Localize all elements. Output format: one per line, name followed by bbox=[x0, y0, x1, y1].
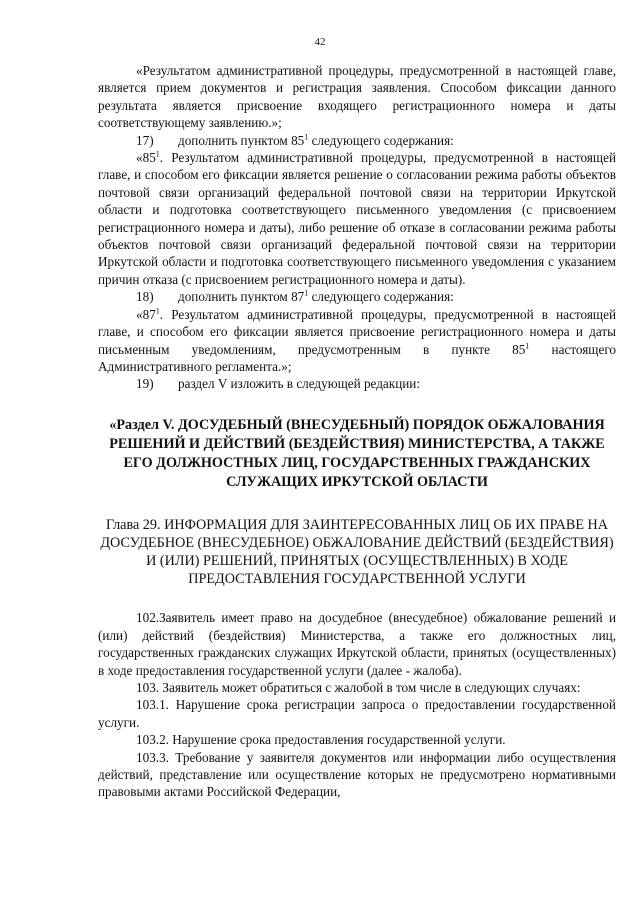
section-title: «Раздел V. ДОСУДЕБНЫЙ (ВНЕСУДЕБНЫЙ) ПОРЯДОК ОБЖАЛОВАНИЯ РЕШЕНИЙ И ДЕЙСТВИЙ (БЕЗДЕЙСТВИЯ) МИНИСТЕРСТВА, А ТАКЖЕ ЕГО ДОЛЖНОСТНЫХ ЛИЦ, ГОСУДАРСТВЕННЫХ ГРАЖДАНСКИХ СЛУЖАЩИХ ИРКУТСКОЙ ОБЛАСТИ bbox=[109, 416, 605, 491]
paragraph-result-quote: «Результатом административной процедуры, предусмотренной в настоящей главе, является прием документов и регистрация заявления. Способом фиксации данного результата является присвоение входящего регистрационного номера и даты соответствующему заявлению.»; bbox=[98, 63, 616, 131]
list-item-18 bbox=[98, 288, 616, 305]
page-number: 42 bbox=[314, 36, 326, 48]
paragraph-87-1: «$87^1$. Результатом административной процедуры, предусмотренной в настоящей главе, и способом его фиксации является присвоение регистрационного номера и даты письменным уведомлениям, предусмотренным в пункте $85^1$ настоящего Административного регламента.»; bbox=[98, 306, 616, 374]
paragraph-103-3: 103.3. Требование у заявителя документов или информации либо осуществления действий, представление или осуществление которых не предусмотрено нормативными правовыми актами Российской Федерации, bbox=[98, 749, 616, 800]
document-body bbox=[98, 62, 616, 801]
item-text: дополнить пунктом $85^1$ следующего содержания: bbox=[178, 132, 454, 148]
paragraph-103: 103. Заявитель может обратиться с жалобой в том числе в следующих случаях: bbox=[136, 679, 581, 695]
list-item-17 bbox=[98, 132, 616, 149]
item-text: раздел V изложить в следующей редакции: bbox=[178, 376, 421, 392]
item-number: 17) bbox=[136, 132, 154, 148]
paragraph-102: 102.Заявитель имеет право на досудебное (внесудебное) обжалование решений и (или) действий (бездействия) Министерства, а также его должностных лиц, государственных гражданских служащих Иркутской области, принятых (осуществленных) в ходе предоставления государственной услуги (далее - жалоба). bbox=[98, 610, 616, 678]
paragraph-103-1: 103.1. Нарушение срока регистрации запроса о предоставлении государственной услуги. bbox=[98, 697, 616, 730]
item-text: дополнить пунктом $87^1$ следующего содержания: bbox=[178, 288, 454, 305]
list-item-19 bbox=[98, 375, 616, 392]
item-number: 18) bbox=[136, 289, 154, 305]
chapter-title: Глава 29. ИНФОРМАЦИЯ ДЛЯ ЗАИНТЕРЕСОВАННЫХ ЛИЦ ОБ ИХ ПРАВЕ НА ДОСУДЕБНОЕ (ВНЕСУДЕБНОЕ) ОБЖАЛОВАНИЕ ДЕЙСТВИЙ (БЕЗДЕЙСТВИЯ) И (ИЛИ) РЕШЕНИЙ, ПРИНЯТЫХ (ОСУЩЕСТВЛЕННЫХ) В ХОДЕ ПРЕДОСТАВЛЕНИЯ ГОСУДАРСТВЕННОЙ УСЛУГИ bbox=[100, 516, 614, 588]
item-number: 19) bbox=[136, 376, 154, 392]
paragraph-85-1: «$85^1$. Результатом административной процедуры, предусмотренной в настоящей главе, и способом его фиксации является решение о согласовании режима работы объектов почтовой связи организаций федеральной почтовой связи на территории Иркутской области и подготовка соответствующего письменного уведомления (с присвоением регистрационного номера и даты), либо решение об отказе в согласовании режима работы объектов почтовой связи организаций федеральной почтовой связи на территории Иркутской области и подготовка соответствующего письменного уведомления с указанием причин отказа (с присвоением регистрационного номера и даты). bbox=[98, 149, 616, 287]
paragraph-103-2: 103.2. Нарушение срока предоставления государственной услуги. bbox=[136, 732, 506, 748]
